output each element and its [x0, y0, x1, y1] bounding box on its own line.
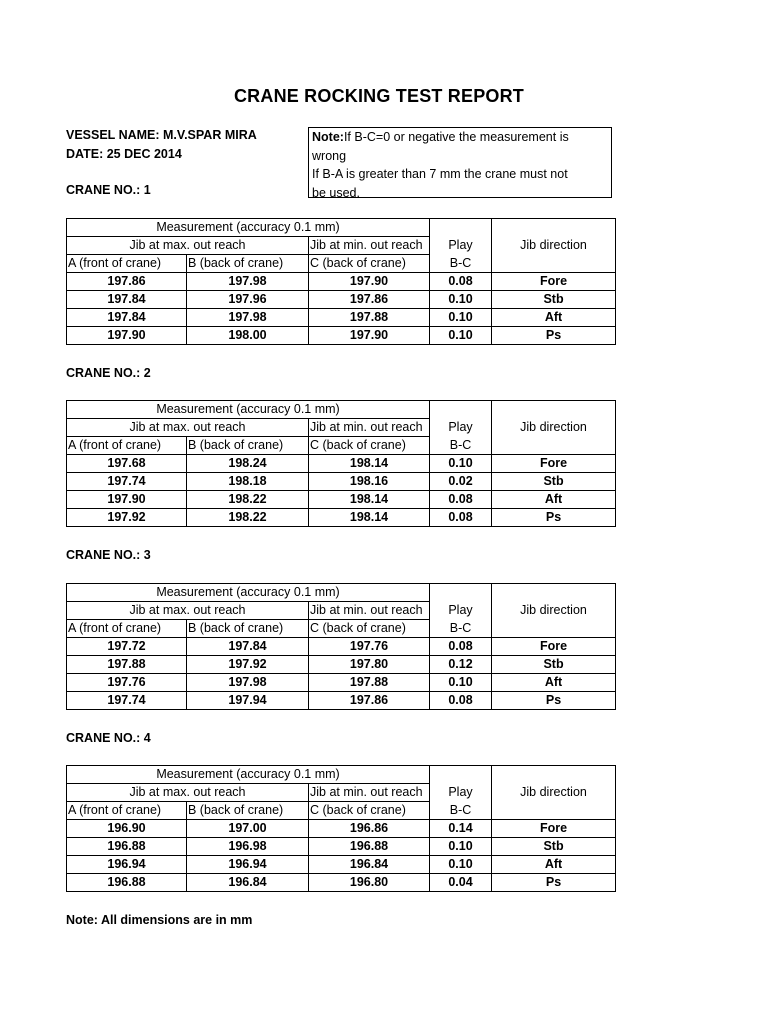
cell-a: 196.88 — [67, 838, 187, 856]
cell-play: 0.04 — [430, 874, 492, 892]
table-row — [67, 473, 616, 491]
cell-direction: Ps — [492, 327, 616, 345]
cell-a: 197.74 — [67, 692, 187, 710]
cell-b: 197.98 — [187, 309, 309, 327]
cell-a: 197.86 — [67, 273, 187, 291]
vessel-name: VESSEL NAME: M.V.SPAR MIRA — [66, 128, 257, 142]
cell-c: 196.80 — [309, 874, 430, 892]
cell-c: 197.86 — [309, 692, 430, 710]
crane-3-table — [66, 583, 616, 710]
crane-2-table — [66, 400, 616, 527]
col-a-header: A (front of crane) — [67, 437, 187, 455]
cell-c: 196.86 — [309, 820, 430, 838]
cell-direction: Fore — [492, 638, 616, 656]
note-line-1: If B-C=0 or negative the measurement is — [343, 130, 569, 144]
col-c-header: C (back of crane) — [309, 802, 430, 820]
jib-direction-header: Jib direction — [492, 784, 616, 802]
cell-b: 196.98 — [187, 838, 309, 856]
play-header: Play — [430, 419, 492, 437]
note-box — [308, 127, 612, 198]
table-row — [67, 509, 616, 527]
cell-c: 197.80 — [309, 656, 430, 674]
max-reach-header: Jib at max. out reach — [67, 602, 309, 620]
cell-direction: Ps — [492, 692, 616, 710]
cell-play: 0.14 — [430, 820, 492, 838]
col-b-header: B (back of crane) — [187, 255, 309, 273]
cell-b: 197.98 — [187, 273, 309, 291]
cell-play: 0.10 — [430, 291, 492, 309]
cell-a: 197.92 — [67, 509, 187, 527]
cell-b: 196.94 — [187, 856, 309, 874]
cell-b: 198.22 — [187, 491, 309, 509]
cell-a: 197.88 — [67, 656, 187, 674]
cell-direction: Fore — [492, 455, 616, 473]
max-reach-header: Jib at max. out reach — [67, 784, 309, 802]
min-reach-header: Jib at min. out reach — [309, 419, 430, 437]
table-row — [67, 692, 616, 710]
note-line-2: wrong — [312, 148, 347, 163]
table-row — [67, 674, 616, 692]
cell-a: 197.68 — [67, 455, 187, 473]
col-b-header: B (back of crane) — [187, 437, 309, 455]
cell-direction: Stb — [492, 656, 616, 674]
cell-play: 0.02 — [430, 473, 492, 491]
play-header: Play — [430, 237, 492, 255]
col-a-header: A (front of crane) — [67, 255, 187, 273]
play-sub-header: B-C — [430, 437, 492, 455]
jib-direction-header: Jib direction — [492, 419, 616, 437]
table-row — [67, 273, 616, 291]
cell-b: 197.00 — [187, 820, 309, 838]
crane-3-label: CRANE NO.: 3 — [66, 548, 151, 562]
cell-direction: Ps — [492, 874, 616, 892]
cell-direction: Stb — [492, 838, 616, 856]
cell-c: 196.84 — [309, 856, 430, 874]
cell-play: 0.10 — [430, 838, 492, 856]
measurement-header: Measurement (accuracy 0.1 mm) — [67, 584, 430, 602]
cell-a: 197.90 — [67, 491, 187, 509]
min-reach-header: Jib at min. out reach — [309, 602, 430, 620]
cell-c: 198.14 — [309, 455, 430, 473]
cell-play: 0.08 — [430, 491, 492, 509]
table-row — [67, 309, 616, 327]
table-row — [67, 455, 616, 473]
max-reach-header: Jib at max. out reach — [67, 237, 309, 255]
max-reach-header: Jib at max. out reach — [67, 419, 309, 437]
cell-direction: Aft — [492, 674, 616, 692]
table-row — [67, 874, 616, 892]
table-row — [67, 327, 616, 345]
col-a-header: A (front of crane) — [67, 620, 187, 638]
table-row — [67, 638, 616, 656]
cell-a: 196.90 — [67, 820, 187, 838]
cell-play: 0.10 — [430, 856, 492, 874]
cell-c: 197.76 — [309, 638, 430, 656]
cell-c: 198.16 — [309, 473, 430, 491]
table-row — [67, 820, 616, 838]
cell-direction: Ps — [492, 509, 616, 527]
cell-a: 196.88 — [67, 874, 187, 892]
cell-a: 197.90 — [67, 327, 187, 345]
col-c-header: C (back of crane) — [309, 255, 430, 273]
cell-c: 198.14 — [309, 509, 430, 527]
cell-direction: Fore — [492, 820, 616, 838]
cell-play: 0.10 — [430, 455, 492, 473]
cell-play: 0.08 — [430, 638, 492, 656]
cell-play: 0.10 — [430, 309, 492, 327]
crane-4-label: CRANE NO.: 4 — [66, 731, 151, 745]
measurement-header: Measurement (accuracy 0.1 mm) — [67, 401, 430, 419]
table-row — [67, 856, 616, 874]
cell-a: 197.84 — [67, 309, 187, 327]
jib-direction-header: Jib direction — [492, 602, 616, 620]
cell-play: 0.08 — [430, 692, 492, 710]
cell-play: 0.08 — [430, 509, 492, 527]
cell-c: 197.90 — [309, 327, 430, 345]
cell-a: 197.74 — [67, 473, 187, 491]
play-sub-header: B-C — [430, 620, 492, 638]
cell-direction: Stb — [492, 291, 616, 309]
cell-c: 197.90 — [309, 273, 430, 291]
cell-play: 0.10 — [430, 674, 492, 692]
play-header: Play — [430, 602, 492, 620]
report-date: DATE: 25 DEC 2014 — [66, 147, 182, 161]
cell-play: 0.08 — [430, 273, 492, 291]
min-reach-header: Jib at min. out reach — [309, 784, 430, 802]
cell-direction: Aft — [492, 491, 616, 509]
cell-b: 197.98 — [187, 674, 309, 692]
cell-b: 196.84 — [187, 874, 309, 892]
note-line-4: be used. — [312, 185, 360, 200]
note-line-3: If B-A is greater than 7 mm the crane must not — [312, 167, 568, 181]
jib-direction-header: Jib direction — [492, 237, 616, 255]
cell-play: 0.10 — [430, 327, 492, 345]
table-row — [67, 491, 616, 509]
cell-c: 197.88 — [309, 309, 430, 327]
cell-direction: Aft — [492, 309, 616, 327]
cell-b: 197.84 — [187, 638, 309, 656]
cell-a: 197.76 — [67, 674, 187, 692]
cell-a: 197.84 — [67, 291, 187, 309]
cell-b: 198.18 — [187, 473, 309, 491]
cell-b: 198.22 — [187, 509, 309, 527]
cell-a: 197.72 — [67, 638, 187, 656]
cell-b: 197.94 — [187, 692, 309, 710]
cell-b: 197.96 — [187, 291, 309, 309]
measurement-header: Measurement (accuracy 0.1 mm) — [67, 219, 430, 237]
cell-direction: Aft — [492, 856, 616, 874]
cell-play: 0.12 — [430, 656, 492, 674]
cell-b: 198.00 — [187, 327, 309, 345]
report-title: CRANE ROCKING TEST REPORT — [233, 86, 524, 106]
col-c-header: C (back of crane) — [309, 437, 430, 455]
cell-a: 196.94 — [67, 856, 187, 874]
col-b-header: B (back of crane) — [187, 620, 309, 638]
cell-c: 197.86 — [309, 291, 430, 309]
note-prefix: Note: — [312, 130, 344, 144]
cell-b: 197.92 — [187, 656, 309, 674]
col-c-header: C (back of crane) — [309, 620, 430, 638]
cell-direction: Stb — [492, 473, 616, 491]
table-row — [67, 838, 616, 856]
play-sub-header: B-C — [430, 802, 492, 820]
crane-1-table — [66, 218, 616, 345]
col-a-header: A (front of crane) — [67, 802, 187, 820]
table-row — [67, 291, 616, 309]
cell-direction: Fore — [492, 273, 616, 291]
col-b-header: B (back of crane) — [187, 802, 309, 820]
cell-c: 198.14 — [309, 491, 430, 509]
crane-2-label: CRANE NO.: 2 — [66, 366, 151, 380]
crane-1-label: CRANE NO.: 1 — [66, 183, 151, 197]
crane-4-table — [66, 765, 616, 892]
cell-b: 198.24 — [187, 455, 309, 473]
min-reach-header: Jib at min. out reach — [309, 237, 430, 255]
cell-c: 197.88 — [309, 674, 430, 692]
cell-c: 196.88 — [309, 838, 430, 856]
play-sub-header: B-C — [430, 255, 492, 273]
play-header: Play — [430, 784, 492, 802]
table-row — [67, 656, 616, 674]
measurement-header: Measurement (accuracy 0.1 mm) — [67, 766, 430, 784]
dimensions-note: Note: All dimensions are in mm — [66, 913, 253, 927]
